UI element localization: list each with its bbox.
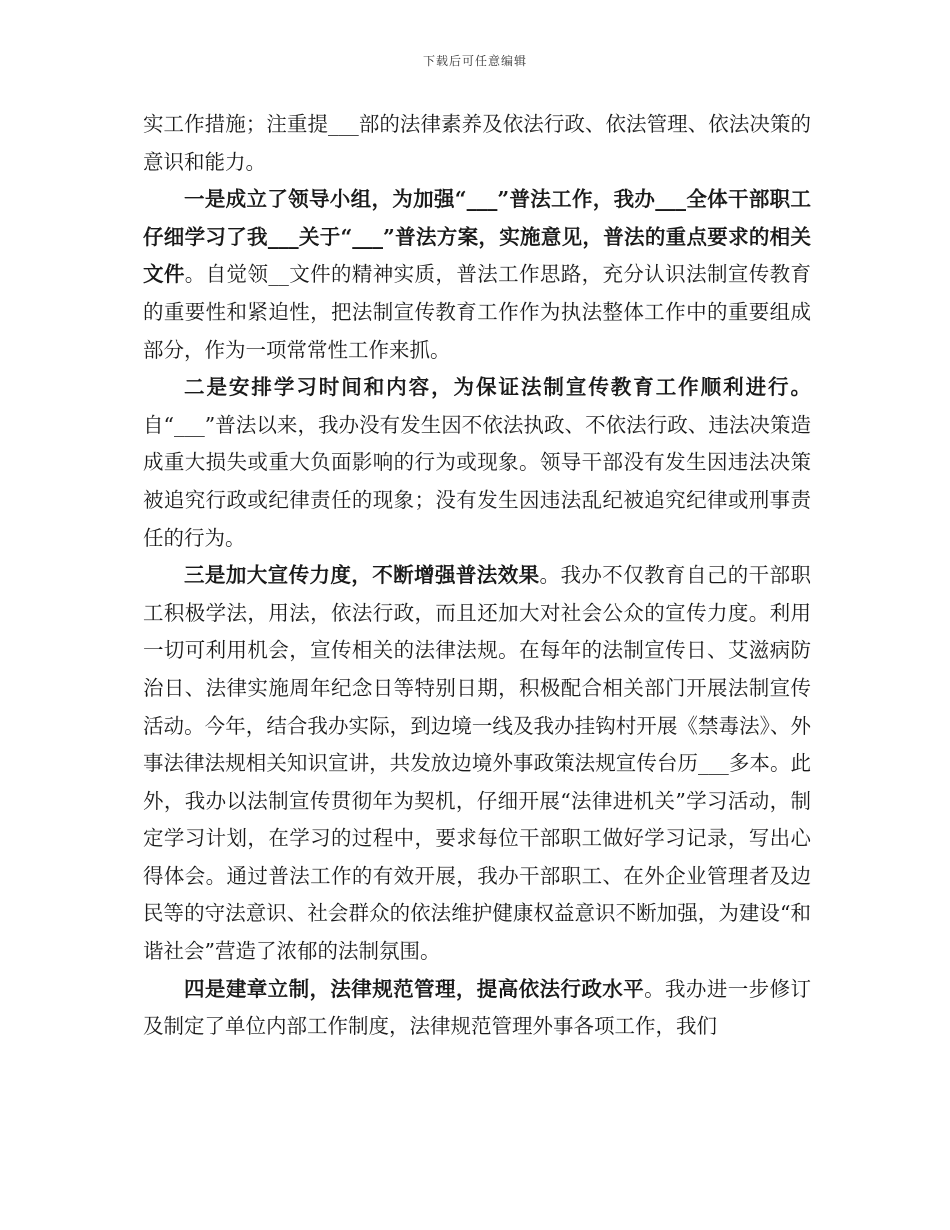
document-body [143,106,811,1046]
paragraph-4 [143,557,811,971]
paragraph-1 [143,106,811,181]
page-header: 下载后可任意编辑 [422,54,527,68]
paragraph-body: 自“___”普法以来，我办没有发生因不依法执政、不依法行政、违法决策造成重大损失或重大负面影响的行为或现象。领导干部没有发生因违法决策被追究行政或纪律责任的现象；没有发生因违法乱纪被追究纪律或刑事责任的行为。 [143,412,811,550]
paragraph-body: 。我办不仅教育自己的干部职工积极学法，用法，依法行政，而且还加大对社会公众的宣传力度。利用一切可利用机会，宣传相关的法律法规。在每年的法制宣传日、艾滋病防治日、法律实施周年纪念日等特别日期，积极配合相关部门开展法制宣传活动。今年，结合我办实际，到边境一线及我办挂钩村开展《禁毒法》、外事法律法规相关知识宣讲，共发放边境外事政策法规宣传台历___多本。此外，我办以法制宣传贯彻年为契机，仔细开展“法律进机关”学习活动，制定学习计划，在学习的过程中，要求每位干部职工做好学习记录，写出心得体会。通过普法工作的有效开展，我办干部职工、在外企业管理者及边民等的守法意识、社会群众的依法维护健康权益意识不断加强，为建设“和谐社会”营造了浓郁的法制氛围。 [143,563,812,964]
paragraph-lead: 二是安排学习时间和内容，为保证法制宣传教育工作顺利进行。 [184,375,811,400]
paragraph-body: 。我办进一步修订及制定了单位内部工作制度，法律规范管理外事各项工作，我们 [143,976,812,1039]
paragraph-5 [143,971,811,1046]
paragraph-lead: 三是加大宣传力度，不断增强普法效果 [184,563,540,588]
paragraph-2 [143,181,811,369]
paragraph-body: 。自觉领__文件的精神实质，普法工作思路，充分认识法制宣传教育的重要性和紧迫性，把法制宣传教育工作作为执法整体工作中的重要组成部分，作为一项常常性工作来抓。 [143,262,812,362]
paragraph-lead: 四是建章立制，法律规范管理，提高依法行政水平 [184,976,645,1001]
paragraph-3 [143,369,811,557]
paragraph-lead: 一是成立了领导小组，为加强“___”普法工作，我办___全体干部职工仔细学习了我___关于“___”普法方案，实施意见，普法的重点要求的相关文件 [143,187,811,287]
paragraph-body: 实工作措施；注重提___部的法律素养及依法行政、依法管理、依法决策的意识和能力。 [143,112,811,174]
